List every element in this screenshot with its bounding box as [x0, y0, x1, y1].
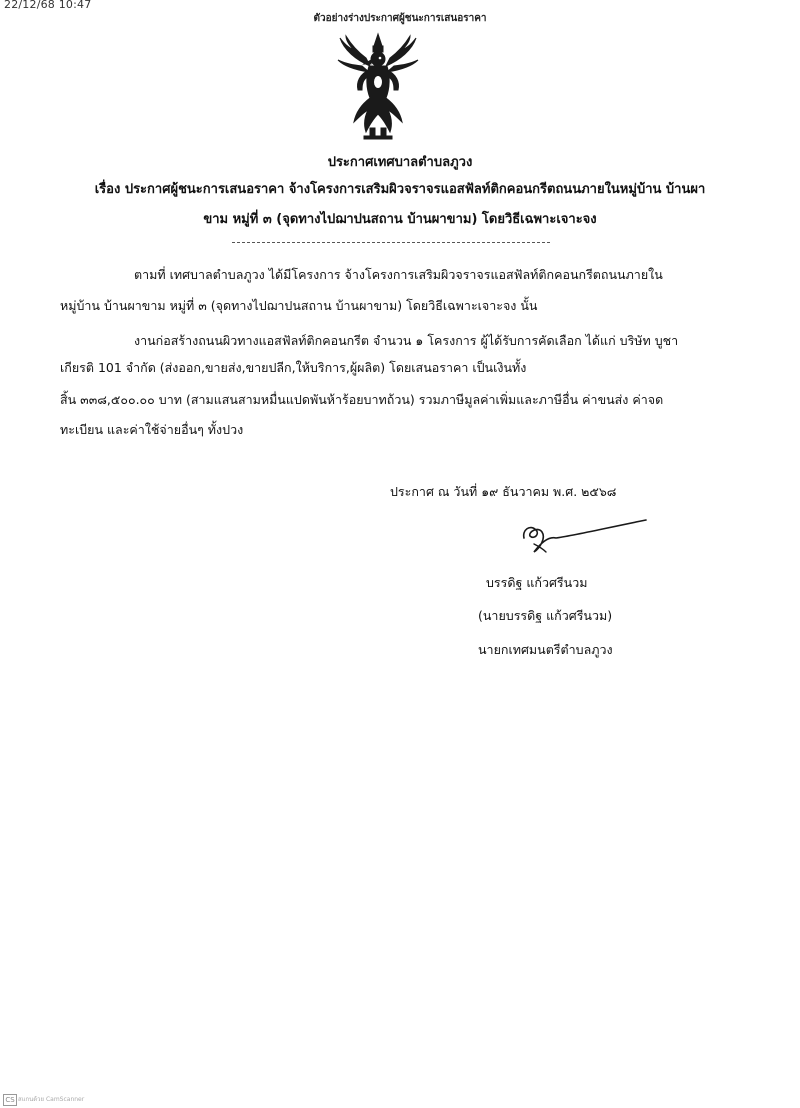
body-line: หมู่บ้าน บ้านผาขาม หมู่ที่ ๓ (จุดทางไปฌาปนสถาน บ้านผาขาม) โดยวิธีเฉพาะเจาะจง นั้น — [60, 298, 538, 313]
signer-full-name: (นายบรรดิฐ แก้วศรีนวม) — [478, 608, 613, 623]
header-note: ตัวอย่างร่างประกาศผู้ชนะการเสนอราคา — [313, 13, 487, 24]
issuer-heading: ประกาศเทศบาลตำบลภูวง — [327, 155, 473, 170]
subject-line: ขาม หมู่ที่ ๓ (จุดทางไปฌาปนสถาน บ้านผาขาม) โดยวิธีเฉพาะเจาะจง — [203, 212, 597, 227]
signer-title: นายกเทศมนตรีตำบลภูวง — [478, 642, 613, 657]
camscanner-icon: CS — [3, 1094, 17, 1106]
body-line: งานก่อสร้างถนนผิวทางแอสฟัลท์ติกคอนกรีต จำนวน ๑ โครงการ ผู้ได้รับการคัดเลือก ได้แก่ บริษัท บูชา — [134, 333, 679, 348]
garuda-emblem-icon — [336, 32, 420, 140]
signature-mark — [516, 516, 650, 556]
body-line: สิ้น ๓๓๘,๕๐๐.๐๐ บาท (สามแสนสามหมื่นแปดพันห้าร้อยบาทถ้วน) รวมภาษีมูลค่าเพิ่มและภาษีอื่น ค่าขนส่ง ค่าจด — [60, 392, 664, 407]
separator-line — [232, 242, 550, 243]
subject-line: เรื่อง ประกาศผู้ชนะการเสนอราคา จ้างโครงการเสริมผิวจราจรแอสฟัลท์ติกคอนกรีตถนนภายในหมู่บ้าน บ้านผา — [94, 182, 706, 197]
signer-name: บรรดิฐ แก้วศรีนวม — [486, 575, 588, 590]
announcement-date: ประกาศ ณ วันที่ ๑๙ ธันวาคม พ.ศ. ๒๕๖๘ — [390, 484, 617, 499]
body-line: เกียรติ 101 จำกัด (ส่งออก,ขายส่ง,ขายปลีก,ให้บริการ,ผู้ผลิต) โดยเสนอราคา เป็นเงินทั้ง — [60, 360, 527, 375]
body-line: ตามที่ เทศบาลตำบลภูวง ได้มีโครงการ จ้างโครงการเสริมผิวจราจรแอสฟัลท์ติกคอนกรีตถนนภายใน — [134, 267, 663, 282]
body-line: ทะเบียน และค่าใช้จ่ายอื่นๆ ทั้งปวง — [60, 422, 244, 437]
scanner-watermark: สแกนด้วย CamScanner — [18, 1096, 85, 1103]
scan-timestamp: 22/12/68 10:47 — [4, 0, 92, 11]
